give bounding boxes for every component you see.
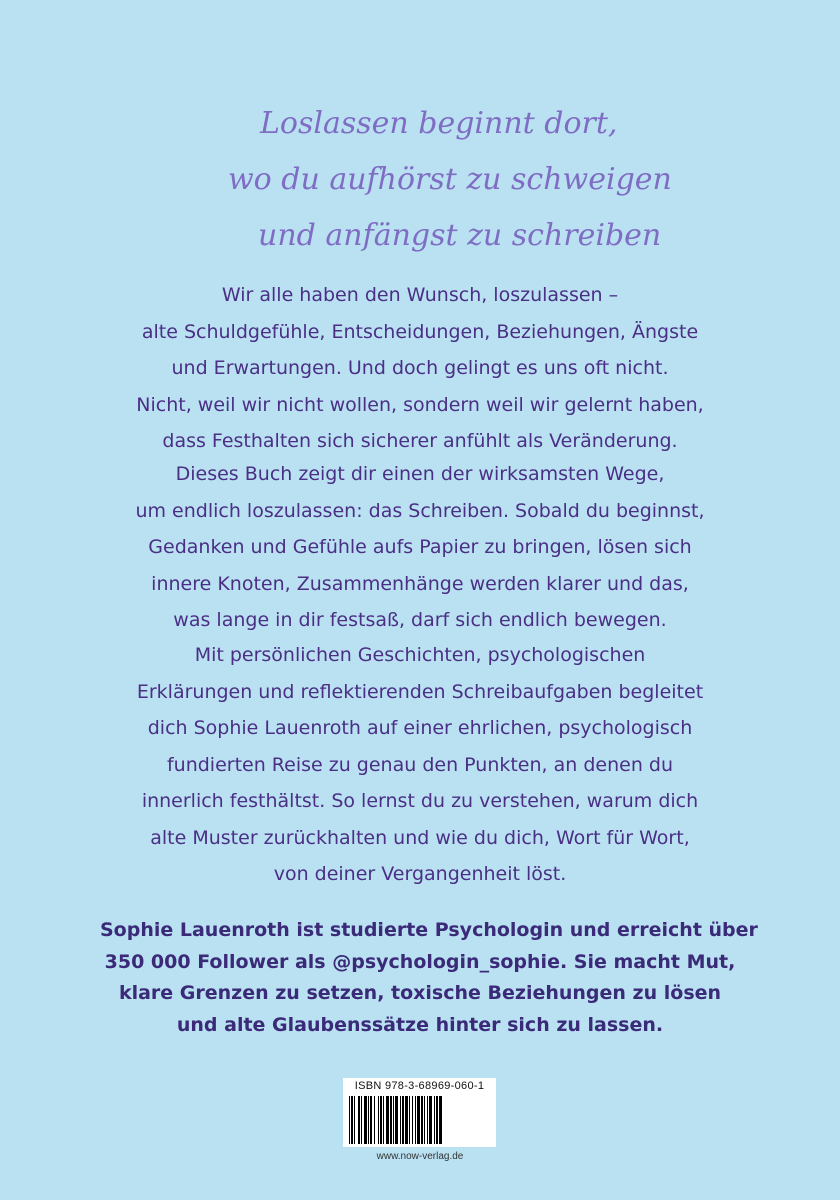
text-line: fundierten Reise zu genau den Punkten, an denen du — [166, 753, 674, 776]
tagline-line: wo du aufhörst zu schweigen — [228, 162, 672, 197]
barcode-bar — [436, 1096, 438, 1144]
barcode-bar — [429, 1096, 432, 1144]
barcode-bar — [434, 1096, 435, 1144]
text-line: von deiner Vergangenheit löst. — [273, 863, 567, 885]
barcode-bar — [390, 1096, 392, 1144]
text-line: Mit persönlichen Geschichten, psychologischen — [194, 644, 646, 666]
tagline-line: Loslassen beginnt dort, — [260, 106, 618, 141]
description-paragraph-1 — [100, 277, 740, 460]
barcode-bar — [395, 1096, 398, 1144]
text-line: Gedanken und Gefühle aufs Papier zu bringen, lösen sich — [148, 536, 692, 558]
barcode-bar — [351, 1096, 353, 1144]
text-line: dass Festhalten sich sicherer anfühlt als Veränderung. — [162, 430, 678, 452]
text-line: alte Schuldgefühle, Entscheidungen, Beziehungen, Ängste — [141, 320, 699, 343]
tagline — [180, 96, 700, 264]
text-line: Nicht, weil wir nicht wollen, sondern weil wir gelernt haben, — [136, 393, 704, 416]
text-line: Dieses Buch zeigt dir einen der wirksamsten Wege, — [175, 463, 665, 485]
barcode-box — [343, 1078, 496, 1147]
barcode-bar — [439, 1096, 442, 1144]
barcode-bar — [393, 1096, 394, 1144]
text-line: dich Sophie Lauenroth auf einer ehrlichen, psychologisch — [147, 717, 693, 739]
text-line: Erklärungen und reflektierenden Schreibaufgaben begleitet — [136, 680, 704, 703]
barcode-bar — [409, 1096, 410, 1144]
barcode-bar — [378, 1096, 379, 1144]
text-line: alte Muster zurückhalten und wie du dich, Wort für Wort, — [150, 826, 690, 849]
barcode-bar — [349, 1096, 350, 1144]
barcode-bar — [424, 1096, 425, 1144]
barcode-bar — [400, 1096, 401, 1144]
text-line: innerlich festhältst. So lernst du zu verstehen, warum dich — [141, 790, 699, 812]
barcode-bar — [421, 1096, 423, 1144]
barcode-bar — [417, 1096, 420, 1144]
bio-line: klare Grenzen zu setzen, toxische Beziehungen zu lösen — [118, 982, 722, 1004]
bio-line: Sophie Lauenroth ist studierte Psychologin und erreicht über — [100, 919, 758, 941]
barcode-bar — [415, 1096, 416, 1144]
publisher-url: www.now-verlag.de — [376, 1151, 464, 1162]
barcode-bar — [361, 1096, 362, 1144]
text-line: um endlich loszulassen: das Schreiben. Sobald du beginnst, — [135, 499, 705, 522]
bio-line: 350 000 Follower als @psychologin_sophie. Sie macht Mut, — [104, 950, 736, 973]
text-line: Wir alle haben den Wunsch, loszulassen – — [221, 284, 619, 306]
barcode-bar — [370, 1096, 372, 1144]
barcode-bar — [402, 1096, 404, 1144]
text-line: und Erwartungen. Und doch gelingt es uns oft nicht. — [171, 357, 669, 379]
tagline-line: und anfängst zu schreiben — [258, 218, 662, 253]
barcode-bar — [405, 1096, 408, 1144]
barcode-icon — [349, 1096, 490, 1144]
barcode-bar — [374, 1096, 375, 1144]
barcode-bar — [368, 1096, 369, 1144]
bio-line: und alte Glaubenssätze hinter sich zu lassen. — [176, 1013, 664, 1036]
barcode-bar — [364, 1096, 367, 1144]
text-line: innere Knoten, Zusammenhänge werden klarer und das, — [151, 572, 689, 595]
barcode-bar — [380, 1096, 382, 1144]
isbn-label: ISBN 978-3-68969-060-1 — [354, 1080, 485, 1092]
barcode-bar — [412, 1096, 413, 1144]
barcode-bar — [427, 1096, 428, 1144]
description-paragraph-2 — [100, 456, 740, 639]
author-bio — [100, 915, 758, 1041]
barcode-bar — [383, 1096, 384, 1144]
barcode-bar — [386, 1096, 389, 1144]
description-paragraph-3 — [100, 637, 740, 893]
text-line: was lange in dir festsaß, darf sich endlich bewegen. — [173, 609, 667, 631]
barcode-bar — [354, 1096, 355, 1144]
barcode-bar — [358, 1096, 360, 1144]
